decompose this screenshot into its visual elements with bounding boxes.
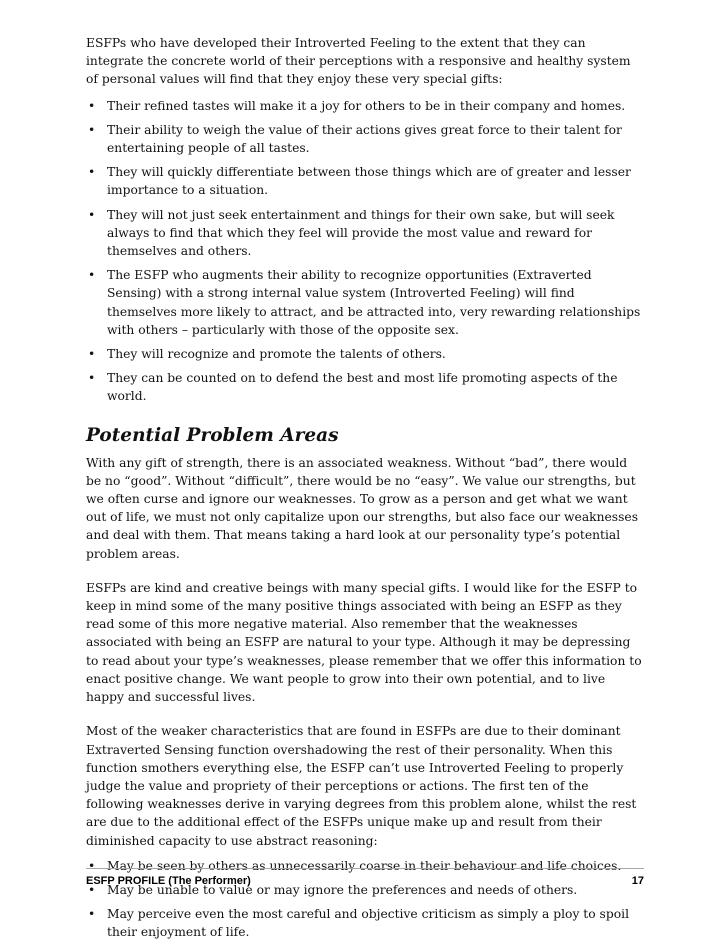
bullet-icon: • bbox=[88, 371, 96, 386]
body-paragraph: Most of the weaker characteristics that are found in ESFPs are due to their dominant Extraverted Sensing function overshadowing the rest of their personality. When this function smothers everything else, the ESFP can’t use Introverted Feeling to properly judge the value and propriety of their perceptions or actions. The first ten of the following weaknesses derive in varying degrees from this problem alone, whilst the rest are due to the additional effect of the ESFPs unique make up and result from their diminished capacity to use abstract reasoning: bbox=[86, 724, 637, 848]
body-paragraph: With any gift of strength, there is an associated weakness. Without “bad”, there would be no “good”. Without “difficult”, there would be no “easy”. We value our strengths, but we often curse and ignore our weaknesses. To grow as a person and get what we want out of life, we must not only capitalize upon our strengths, but also face our weaknesses and deal with them. That means taking a hard look at our personality type’s potential problem areas. bbox=[86, 455, 639, 561]
list-item-text: Their ability to weigh the value of their actions gives great force to their talent for entertaining people of all tastes. bbox=[107, 122, 622, 156]
section-heading: Potential Problem Areas bbox=[86, 424, 339, 446]
bullet-icon: • bbox=[88, 347, 96, 362]
bullet-icon: • bbox=[88, 907, 96, 922]
list-item bbox=[86, 97, 644, 115]
bullet-icon: • bbox=[88, 858, 96, 873]
list-item-text: May be seen by others as unnecessarily coarse in their behaviour and life choices. bbox=[107, 858, 622, 873]
list-item bbox=[86, 266, 644, 339]
list-item-text: They will not just seek entertainment and things for their own sake, but will seek always to find that which they feel will provide the most value and reward for themselves and others. bbox=[107, 207, 615, 259]
bullet-icon: • bbox=[88, 122, 96, 137]
list-item bbox=[86, 345, 644, 363]
footer-title: ESFP PROFILE (The Performer) bbox=[86, 875, 251, 887]
list-item bbox=[86, 163, 644, 199]
list-item-text: May be unable to value or may ignore the preferences and needs of others. bbox=[107, 882, 578, 897]
bullet-icon: • bbox=[88, 165, 96, 180]
gifts-list bbox=[86, 97, 644, 406]
list-item-text: Their refined tastes will make it a joy for others to be in their company and homes. bbox=[107, 98, 626, 113]
page-number: 17 bbox=[631, 875, 644, 887]
list-item bbox=[86, 905, 644, 941]
list-item-text: May perceive even the most careful and objective criticism as simply a ploy to spoil their enjoyment of life. bbox=[107, 907, 630, 940]
bullet-icon: • bbox=[88, 98, 96, 113]
bullet-icon: • bbox=[88, 268, 96, 283]
list-item-text: They will recognize and promote the talents of others. bbox=[107, 347, 446, 362]
list-item-text: They will quickly differentiate between those things which are of greater and lesser importance to a situation. bbox=[107, 165, 631, 198]
list-item-text: They can be counted on to defend the best and most life promoting aspects of the world. bbox=[107, 371, 618, 404]
list-item bbox=[86, 206, 644, 261]
page-footer bbox=[86, 868, 644, 887]
page-content bbox=[86, 34, 644, 948]
body-paragraph: ESFPs are kind and creative beings with many special gifts. I would like for the ESFP to keep in mind some of the many positive things associated with being an ESFP as they read some of this more negative material. Also remember that the weaknesses associated with being an ESFP are natural to your type. Although it may be depressing to read about your type’s weaknesses, please remember that we offer this information to enact positive change. We want people to grow into their own potential, and to live happy and successful lives. bbox=[86, 580, 642, 705]
bullet-icon: • bbox=[88, 207, 96, 222]
intro-paragraph: ESFPs who have developed their Introverted Feeling to the extent that they can integrate the concrete world of their perceptions with a responsive and healthy system of personal values will find that they enjoy these very special gifts: bbox=[86, 36, 631, 87]
list-item-text: The ESFP who augments their ability to recognize opportunities (Extraverted Sensing) with a strong internal value system (Introverted Feeling) will find themselves more likely to attract, and be attracted into, very rewarding relationships with others – particularly with those of the opposite sex. bbox=[107, 268, 641, 337]
list-item bbox=[86, 121, 644, 157]
list-item bbox=[86, 369, 644, 405]
bullet-icon: • bbox=[88, 882, 96, 897]
